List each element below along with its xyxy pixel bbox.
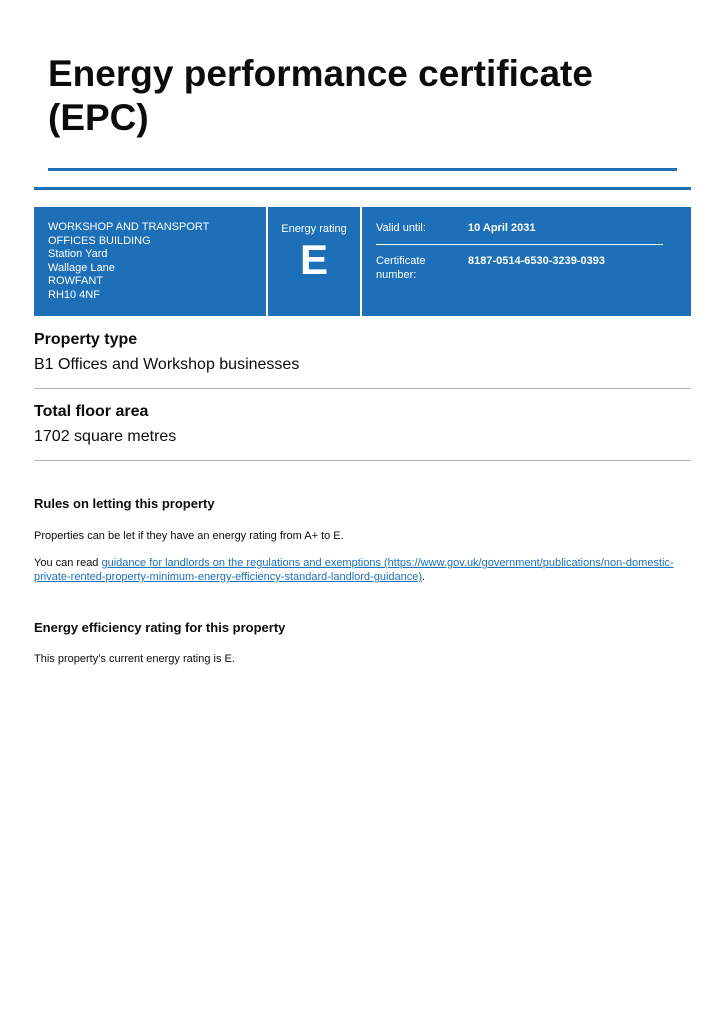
address-line: OFFICES BUILDING [48,234,151,247]
address-line: Station Yard [48,248,108,260]
title-rule [48,168,677,171]
landlord-guidance-link[interactable]: guidance for landlords on the regulations and exemptions (https://www.gov.uk/government/publications/non-domestic-private-rented-property-minimum-energy-efficiency-standard-landlord-guidance) [34,557,674,583]
header-rule [34,187,691,190]
valid-until-value: 10 April 2031 [468,222,536,234]
floor-area-heading: Total floor area [34,403,149,420]
address-line: WORKSHOP AND TRANSPORT [48,221,210,233]
property-type-heading: Property type [34,331,138,348]
property-type-section [34,330,691,389]
section-divider [34,460,691,461]
guidance-suffix: . [422,571,426,583]
summary-panel [34,207,691,316]
valid-until-row [376,221,663,235]
section-divider [34,388,691,389]
guidance-paragraph [34,556,674,584]
letting-rules-heading: Rules on letting this property [34,496,215,511]
valid-until-label: Valid until: [376,222,426,234]
address-line: Wallage Lane [48,261,115,274]
efficiency-text: This property’s current energy rating is E. [34,653,235,665]
property-type-value: B1 Offices and Workshop businesses [34,356,300,373]
efficiency-heading: Energy efficiency rating for this property [34,620,286,635]
energy-rating-label: Energy rating [281,223,347,235]
address-line: RH10 4NF [48,288,100,301]
certificate-number-label: Certificate number: [376,255,426,281]
certificate-number-value: 8187-0514-6530-3239-0393 [468,255,606,267]
page-title: Energy performance certificate (EPC) [48,53,593,138]
letting-rules-text: Properties can be let if they have an energy rating from A+ to E. [34,530,344,542]
certificate-details [362,207,691,316]
floor-area-value: 1702 square metres [34,428,177,445]
address-line: ROWFANT [48,275,103,287]
energy-rating-value: E [299,236,328,283]
certificate-number-row [376,254,663,282]
property-address [34,207,268,316]
guidance-prefix: You can read [34,557,102,569]
energy-rating-box [268,207,362,316]
details-divider [376,244,663,245]
floor-area-section [34,402,691,461]
